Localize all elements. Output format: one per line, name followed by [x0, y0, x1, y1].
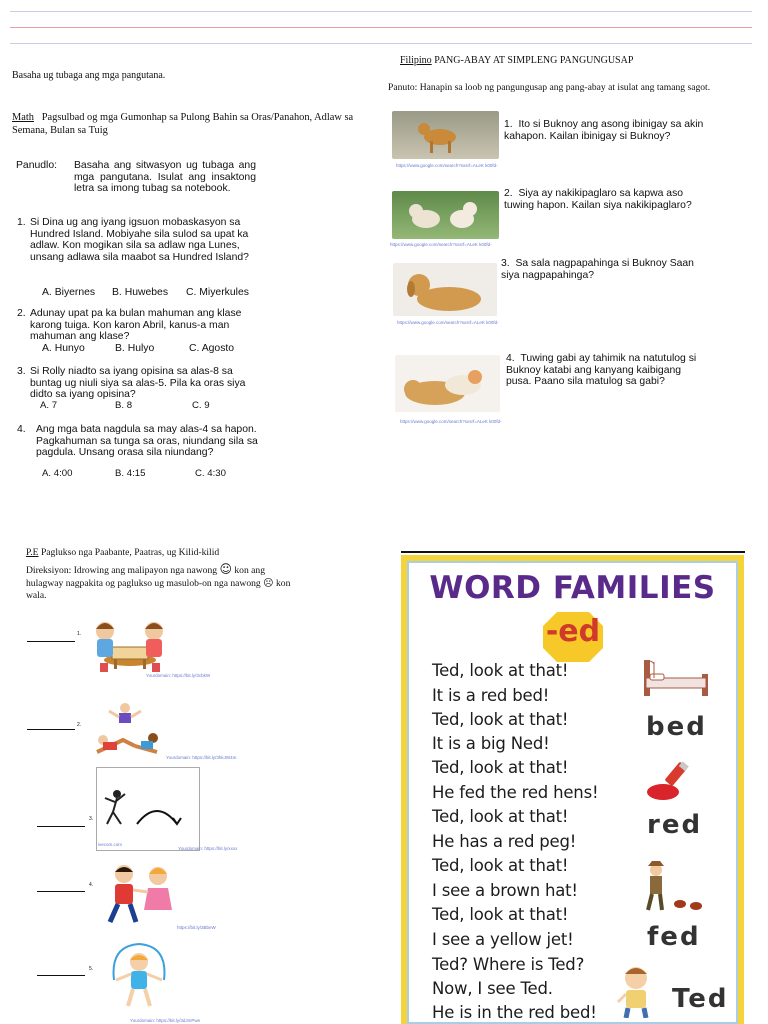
- header-line: [10, 43, 752, 44]
- poem-line: He has a red peg!: [432, 832, 577, 851]
- kids-dancing-image: [100, 862, 180, 930]
- answer-blank[interactable]: [27, 641, 75, 642]
- math-options-4: A. 4:00 B. 4:15 C. 4:30: [42, 468, 226, 479]
- filipino-item-3: 3. Sa sala nagpapahinga si Buknoy Saan siya nagpapahinga?: [501, 258, 694, 281]
- pe-direksiyon: Direksiyon: Idrowing ang malipayon nga nawong ☺ kon ang hulagway nagpakita og paglukso ug masulob-on nga nawong ☹ kon wala.: [26, 562, 291, 601]
- dog-cat-sleeping-photo: [395, 355, 500, 412]
- math-question-3: 3. Si Rolly niadto sa iyang opisina sa alas-8 sa buntag ug niuli siya sa alas-5. Pila ka oras siya didto sa iyang opisina?: [17, 366, 246, 401]
- poem-line: It is a big Ned!: [432, 734, 550, 753]
- instruction: Basaha ug tubaga ang mga pangutana.: [12, 70, 166, 81]
- math-title: [12, 111, 367, 137]
- image-credit: https://bit.ly/3BbeW: [177, 925, 216, 930]
- math-subject: Math: [12, 112, 34, 123]
- word-red: red: [647, 810, 703, 840]
- kids-playing-chess-image: [90, 617, 170, 675]
- math-question-1: 1. Si Dina ug ang iyang igsuon mobaskasyon sa Hundred Island. Mobiyahe sila sulod sa upat ka adlaw. Kon mogikan sila sa adlaw nga Lunes, unsang adlawa sila maabot sa Hundred Island?: [17, 217, 249, 263]
- filipino-item-4: 4. Tuwing gabi ay tahimik na natutulog si Buknoy katabi ang kanyang kaibigang pusa. Paano sila matulog sa gabi?: [506, 353, 697, 388]
- header-line: [10, 11, 752, 12]
- poem-line: Ted, look at that!: [432, 807, 569, 826]
- poem-line: Ted, look at that!: [432, 710, 569, 729]
- image-link[interactable]: https://www.google.com/search?sxsrf=ALeK k00fd-: [390, 242, 492, 247]
- suffix-label: -ed: [545, 614, 601, 649]
- dog-photo-1: [392, 111, 499, 159]
- image-link[interactable]: https://www.google.com/search?sxsrf=ALeK k00fd-: [396, 163, 498, 168]
- poem-line: Ted, look at that!: [432, 856, 569, 875]
- pe-item-number: 1.: [77, 631, 82, 637]
- poem-line: Now, I see Ted.: [432, 979, 553, 998]
- farmer-feeding-hens-icon: [642, 858, 706, 914]
- filipino-title: Filipino PANG-ABAY AT SIMPLENG PANGUNGUSAP: [400, 55, 634, 66]
- paint-spill-icon: [645, 760, 695, 802]
- kids-jumping-image: [95, 702, 165, 760]
- poster-top-rule: [401, 551, 745, 553]
- image-credit: Yourdomain: https://bit.ly/xxxx: [178, 846, 238, 851]
- answer-blank[interactable]: [37, 975, 85, 976]
- image-credit: Yourdomain: https://bit.ly/3dJmPwe: [130, 1018, 201, 1023]
- poem-line: It is a red bed!: [432, 686, 550, 705]
- image-link[interactable]: https://www.google.com/search?sxsrf=ALeK k00fd-: [397, 320, 499, 325]
- word-fed: fed: [647, 922, 701, 952]
- filipino-item-2: 2. Siya ay nakikipaglaro sa kapwa aso tuwing hapon. Kailan siya nakikipaglaro?: [504, 188, 692, 211]
- header-line-red: [10, 27, 752, 28]
- girl-skipping-rope-image: [106, 940, 172, 1020]
- smiley-icon: ☺: [219, 562, 232, 576]
- dogs-playing-photo: [392, 191, 499, 239]
- math-title-text: Pagsulbad og mga Gumonhap sa Pulong Bahin sa Oras/Panahon, Adlaw sa Semana, Bulan sa Tuig: [12, 112, 354, 136]
- poem-line: He fed the red hens!: [432, 783, 599, 802]
- image-link[interactable]: https://www.google.com/search?sxsrf=ALeK k00fd-: [400, 419, 502, 424]
- poem-line: Ted, look at that!: [432, 758, 569, 777]
- poster-title: WORD FAMILIES: [429, 570, 716, 606]
- sad-face-icon: ☹: [263, 577, 274, 589]
- filipino-panuto: Panuto: Hanapin sa loob ng pangungusap ang pang-abay at isulat ang tamang sagot.: [388, 82, 711, 93]
- answer-blank[interactable]: [27, 729, 75, 730]
- math-panudlo: [16, 160, 256, 195]
- answer-blank[interactable]: [37, 826, 85, 827]
- answer-blank[interactable]: [37, 891, 85, 892]
- filipino-item-1: 1. Ito si Buknoy ang asong ibinigay sa akin kahapon. Kailan ibinigay si Buknoy?: [504, 119, 704, 142]
- poem-line: Ted, look at that!: [432, 661, 569, 680]
- pe-item-number: 2.: [77, 722, 82, 728]
- math-options-1: A. Biyernes B. Huwebes C. Miyerkules: [42, 287, 249, 298]
- poem-line: Ted? Where is Ted?: [432, 955, 585, 974]
- boy-ted-icon: [614, 964, 658, 1018]
- pe-item-number: 4.: [89, 882, 94, 888]
- dog-resting-photo: [393, 263, 497, 316]
- poem-line: I see a yellow jet!: [432, 930, 574, 949]
- pe-title: P.E Paglukso nga Paabante, Paatras, ug Kilid-kilid: [26, 547, 220, 558]
- word-ted: Ted: [672, 984, 729, 1014]
- image-credit: ivecom.com: [98, 842, 123, 847]
- math-options-3: A. 7 B. 8 C. 9: [40, 400, 210, 411]
- image-credit: Yourdomain: https://bit.ly/3hkJW4m: [166, 755, 237, 760]
- poem-line: I see a brown hat!: [432, 881, 578, 900]
- math-question-2: 2. Adunay upat pa ka bulan mahuman ang klase karong tuiga. Kon karon Abril, kanus-a man mahuman ang klase?: [17, 308, 242, 343]
- pe-item-number: 3.: [89, 816, 94, 822]
- panudlo-text: Basaha ang sitwasyon ug tubaga ang mga pangutana. Isulat ang insaktong letra sa imong tubag sa notebook.: [74, 160, 256, 195]
- math-question-4: 4. Ang mga bata nagdula sa may alas-4 sa hapon. Pagkahuman sa tunga sa oras, niundang sila sa pagdula. Unsang orasa sila niundang?: [17, 424, 258, 459]
- bed-icon: [640, 656, 712, 700]
- jumping-figure-image: [97, 768, 199, 850]
- poem-line: He is in the red bed!: [432, 1003, 597, 1022]
- pe-item-number: 5.: [89, 966, 94, 972]
- math-options-2: A. Hunyo B. Hulyo C. Agosto: [42, 343, 235, 354]
- poem-line: Ted, look at that!: [432, 905, 569, 924]
- word-bed: bed: [646, 712, 707, 742]
- jumping-figure-frame: [96, 767, 200, 851]
- panudlo-label: Panudlo:: [16, 160, 58, 171]
- image-credit: Yourdomain: https://bit.ly/3cbkW: [146, 673, 211, 678]
